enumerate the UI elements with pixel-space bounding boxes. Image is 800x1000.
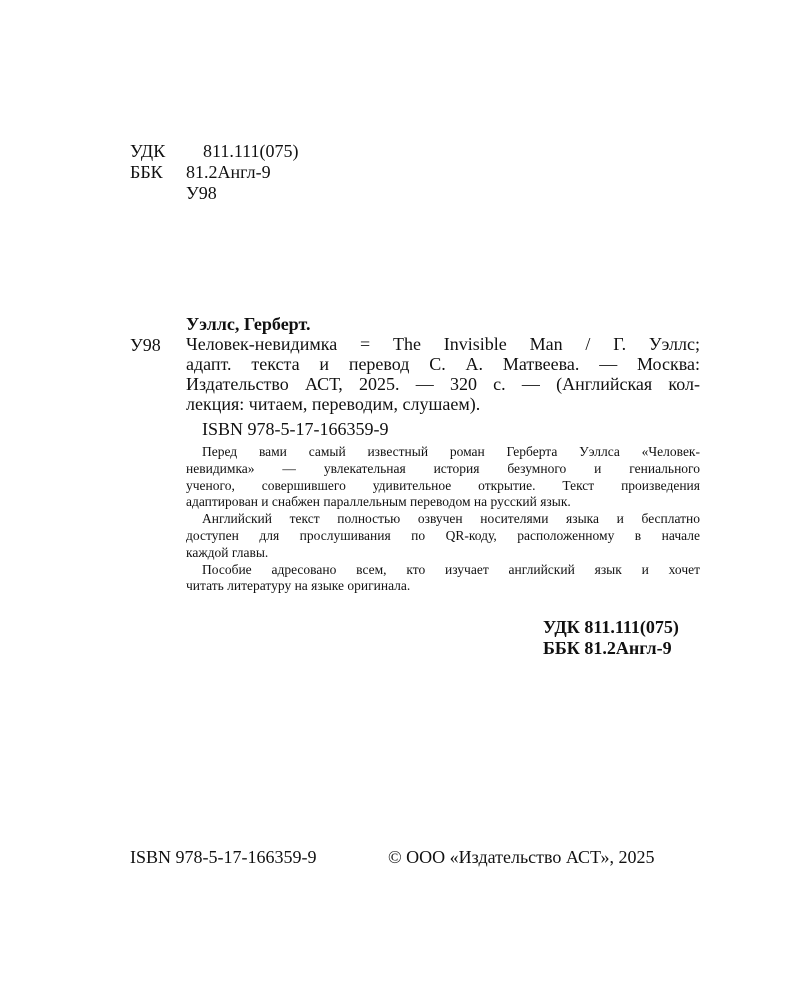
annotation-line: ученого, совершившего удивительное открытие. Текст произведения: [186, 477, 700, 493]
bbk-label: ББК: [130, 162, 163, 182]
annotation-line: Пособие адресовано всем, кто изучает английский язык и хочет: [202, 561, 700, 577]
bbk-bottom: ББК 81.2Англ-9: [543, 638, 672, 658]
bbk-code: 81.2Англ-9: [186, 162, 271, 182]
isbn-record: ISBN 978-5-17-166359-9: [202, 419, 389, 439]
citation-line: лекция: читаем, переводим, слушаем).: [186, 394, 481, 414]
author-heading: Уэллс, Герберт.: [186, 314, 311, 334]
annotation-line: доступен для прослушивания по QR-коду, расположенному в начале: [186, 527, 700, 543]
isbn-footer: ISBN 978-5-17-166359-9: [130, 847, 317, 867]
annotation-line: каждой главы.: [186, 544, 269, 560]
annotation-line: Перед вами самый известный роман Герберта Уэллса «Человек-: [202, 444, 700, 459]
author-mark: У98: [186, 183, 217, 203]
udk-code: 811.111(075): [203, 141, 299, 161]
annotation-line: читать литературу на языке оригинала.: [186, 578, 411, 594]
annotation-line: невидимка» — увлекательная история безумного и гениального: [186, 460, 700, 476]
annotation-line: Английский текст полностью озвучен носителями языка и бесплатно: [202, 511, 700, 527]
citation-line: Человек-невидимка = The Invisible Man / Г. Уэллс;: [186, 334, 700, 354]
citation-line: адапт. текста и перевод С. А. Матвеева. — Москва:: [186, 354, 700, 374]
udk-bottom: УДК 811.111(075): [543, 617, 679, 637]
citation-line: Издательство АСТ, 2025. — 320 с. — (Английская кол-: [186, 374, 700, 394]
annotation: [186, 444, 700, 595]
copyright: © ООО «Издательство АСТ», 2025: [388, 847, 655, 867]
bibliographic-citation: [186, 334, 700, 414]
author-mark-side: У98: [130, 335, 161, 355]
annotation-line: адаптирован и снабжен параллельным переводом на русский язык.: [186, 494, 571, 510]
udk-label: УДК: [130, 141, 166, 161]
